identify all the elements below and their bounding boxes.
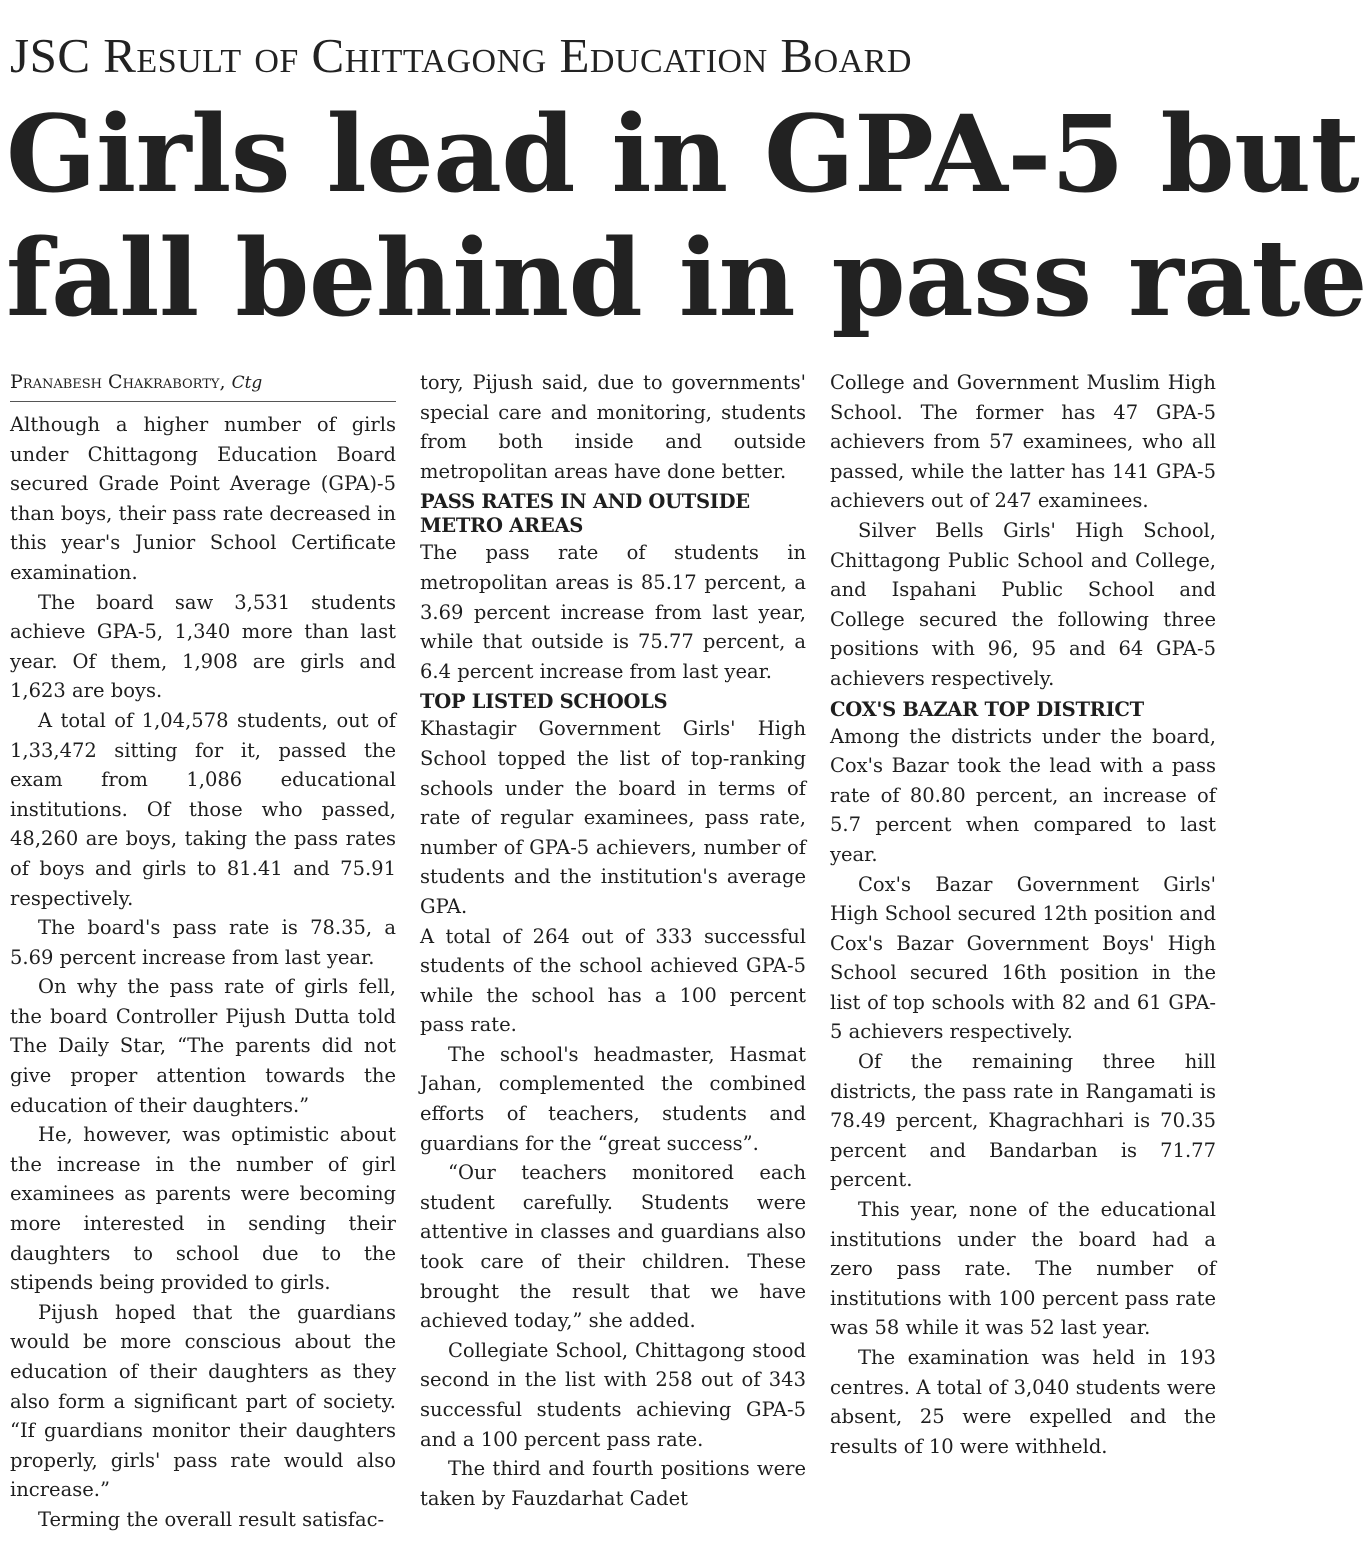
byline-place: Ctg bbox=[231, 373, 263, 393]
subheading: TOP LISTED SCHOOLS bbox=[420, 690, 668, 714]
paragraph: Among the districts under the board, Cox's Bazar took the lead with a pass rate of 80.80 percent, an increase of 5.7 percent when compared to last year. bbox=[830, 724, 1216, 866]
paragraph: Although a higher number of girls under Chittagong Education Board secured Grade Point Average (GPA)-5 than boys, their pass rate decreased in this year's Junior School Certificate examination. bbox=[10, 413, 396, 584]
article-column-1 bbox=[10, 368, 396, 1548]
byline-name: Pranabesh Chakraborty, bbox=[10, 371, 226, 393]
paragraph: This year, none of the educational institutions under the board had a zero pass rate. The number of institutions with 100 percent pass rate was 58 while it was 52 last year. bbox=[830, 1198, 1216, 1340]
paragraph: The school's headmaster, Hasmat Jahan, complemented the combined efforts of teachers, students and guardians for the “great success”. bbox=[420, 1042, 806, 1155]
article-headline bbox=[6, 91, 1367, 340]
paragraph: Collegiate School, Chittagong stood second in the list with 258 out of 343 successful students achieving GPA-5 and a 100 percent pass rate. bbox=[420, 1338, 806, 1451]
paragraph: On why the pass rate of girls fell, the board Controller Pijush Dutta told The Daily Star, “The parents did not give proper attention towards the education of their daughters.” bbox=[10, 975, 396, 1117]
paragraph: “Our teachers monitored each student carefully. Students were attentive in classes and guardians also took care of their children. These brought the result that we have achieved today,” she added. bbox=[420, 1161, 806, 1333]
subheading: PASS RATES IN AND OUTSIDE METRO AREAS bbox=[420, 490, 750, 538]
paragraph: The board saw 3,531 students achieve GPA-5, 1,340 more than last year. Of them, 1,908 are girls and 1,623 are boys. bbox=[10, 590, 396, 703]
headline-line-1: Girls lead in GPA-5 but bbox=[6, 91, 1360, 216]
paragraph: Of the remaining three hill districts, the pass rate in Rangamati is 78.49 percent, Khagrachhari is 70.35 percent and Bandarban is 71.77 percent. bbox=[830, 1050, 1216, 1192]
paragraph: The examination was held in 193 centres. A total of 3,040 students were absent, 25 were expelled and the results of 10 were withheld. bbox=[830, 1346, 1216, 1458]
article-column-2 bbox=[420, 368, 806, 1548]
paragraph: Terming the overall result satisfac- bbox=[38, 1507, 385, 1531]
paragraph: A total of 264 out of 333 successful students of the school achieved GPA-5 while the school has a 100 percent pass rate. bbox=[420, 924, 806, 1037]
paragraph: Silver Bells Girls' High School, Chittagong Public School and College, and Ispahani Public School and College secured the following three positions with 96, 95 and 64 GPA-5 achievers respectively. bbox=[830, 518, 1216, 690]
article-column-3 bbox=[830, 368, 1216, 1548]
paragraph: Khastagir Government Girls' High School topped the list of top-ranking schools under the board in terms of rate of regular examinees, pass rate, number of GPA-5 achievers, number of students and the institution's average GPA. bbox=[420, 717, 806, 918]
paragraph: College and Government Muslim High School. The former has 47 GPA-5 achievers from 57 examinees, who all passed, while the latter has 141 GPA-5 achievers out of 247 examinees. bbox=[830, 371, 1216, 513]
paragraph: Cox's Bazar Government Girls' High School secured 12th position and Cox's Bazar Government Boys' High School secured 16th position in the list of top schools with 82 and 61 GPA-5 achievers respectively. bbox=[830, 872, 1216, 1044]
byline bbox=[10, 368, 396, 402]
paragraph: Pijush hoped that the guardians would be more conscious about the education of their daughters as they also form a significant part of society. “If guardians monitor their daughters properly, girls' pass rate would also increase.” bbox=[10, 1300, 396, 1502]
paragraph: The third and fourth positions were taken by Fauzdarhat Cadet bbox=[420, 1457, 806, 1510]
paragraph: A total of 1,04,578 students, out of 1,33,472 sitting for it, passed the exam from 1,086 educational institutions. Of those who passed, 48,260 are boys, taking the pass rates of boys and girls to 81.41 and 75.91 respectively. bbox=[10, 708, 396, 910]
paragraph: The board's pass rate is 78.35, a 5.69 percent increase from last year. bbox=[10, 916, 396, 969]
subheading: COX'S BAZAR TOP DISTRICT bbox=[830, 697, 1144, 721]
headline-line-2: fall behind in pass rate bbox=[6, 215, 1367, 340]
paragraph: tory, Pijush said, due to governments' special care and monitoring, students from both inside and outside metropolitan areas have done better. bbox=[420, 371, 806, 483]
paragraph: The pass rate of students in metropolitan areas is 85.17 percent, a 3.69 percent increase from last year, while that outside is 75.77 percent, a 6.4 percent increase from last year. bbox=[420, 541, 806, 683]
article-kicker: JSC Result of Chittagong Education Board bbox=[10, 28, 912, 83]
paragraph: He, however, was optimistic about the increase in the number of girl examinees as parents were becoming more interested in sending their daughters to school due to the stipends being provided to girls. bbox=[10, 1123, 396, 1295]
